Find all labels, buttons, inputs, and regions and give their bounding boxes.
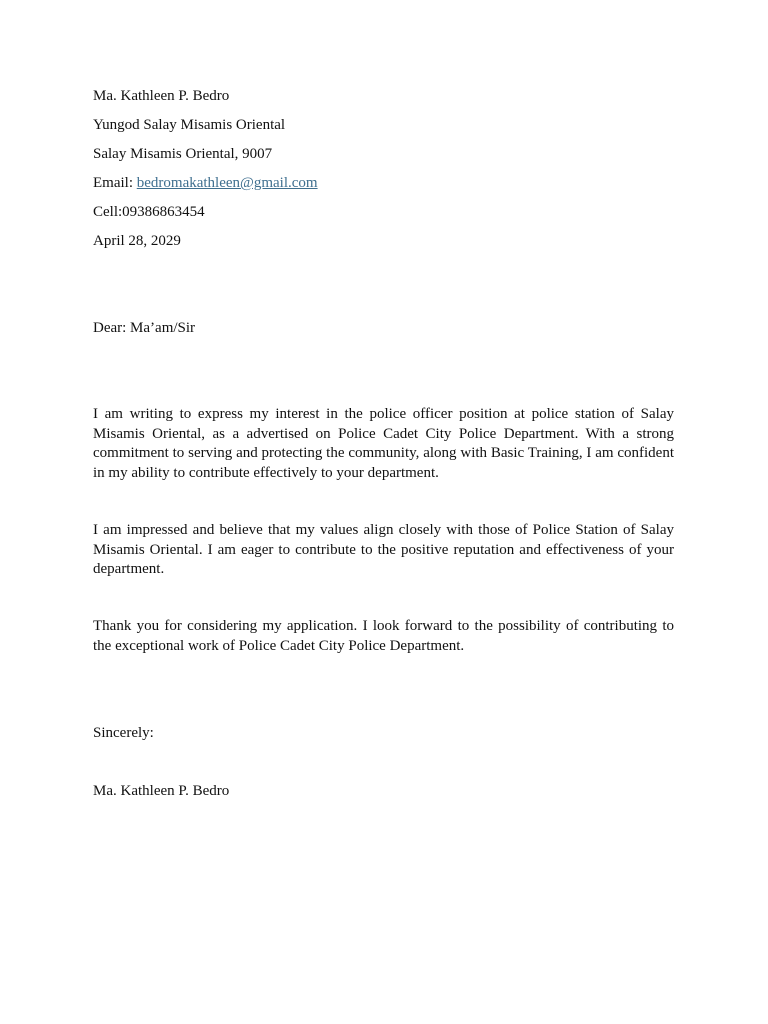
letter-date: April 28, 2029 (93, 233, 181, 249)
sender-email-line (93, 174, 318, 193)
closing: Sincerely: (93, 725, 154, 741)
body-paragraph-3: Thank you for considering my application. I look forward to the possibility of contributing to the exceptional work of Police Cadet City Police Department. (93, 618, 674, 654)
signature-name: Ma. Kathleen P. Bedro (93, 783, 230, 799)
body-paragraph-1: I am writing to express my interest in the police officer position at police station of Salay Misamis Oriental, as a advertised on Police Cadet City Police Department. With a strong commitment to serving and protecting the community, along with Basic Training, I am confident in my ability to contribute effectively to your department. (93, 406, 674, 481)
email-link[interactable]: bedromakathleen@gmail.com (136, 175, 318, 191)
sender-address-line1: Yungod Salay Misamis Oriental (93, 117, 286, 133)
sender-name: Ma. Kathleen P. Bedro (93, 88, 230, 104)
sender-cell: Cell:09386863454 (93, 204, 205, 220)
sender-address-line2: Salay Misamis Oriental, 9007 (93, 146, 273, 162)
email-label: Email: (93, 175, 137, 191)
body-paragraph-2: I am impressed and believe that my values align closely with those of Police Station of Salay Misamis Oriental. I am eager to contribute to the positive reputation and effectiveness of your department. (93, 522, 674, 577)
salutation: Dear: Ma’am/Sir (93, 320, 196, 336)
